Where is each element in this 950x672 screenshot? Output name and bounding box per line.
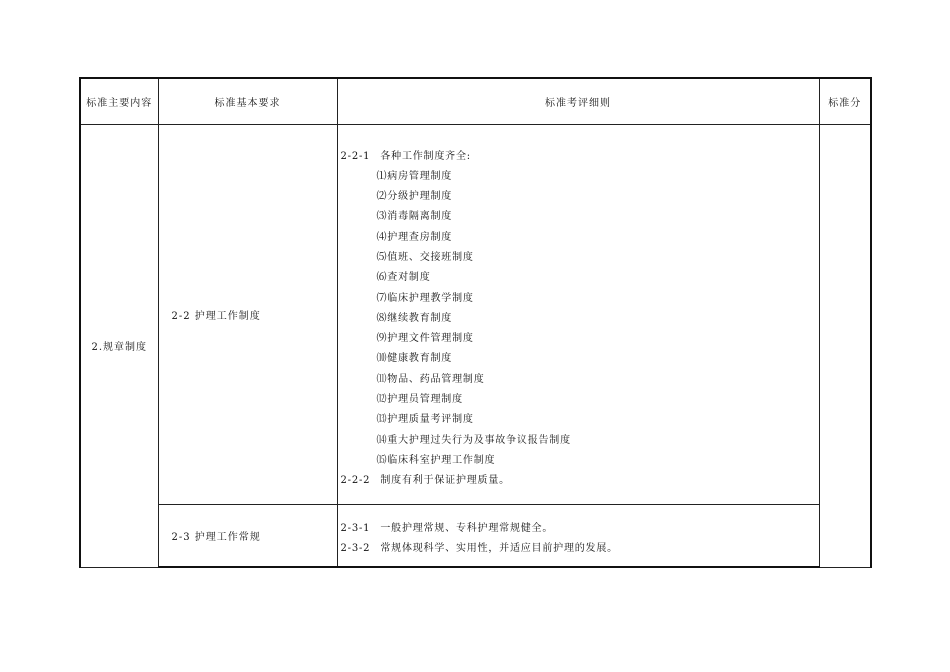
rule-code: 2-2-2 [340, 475, 371, 487]
detail-intro [341, 125, 819, 167]
list-item: ⑾物品、药品管理制度 [376, 373, 485, 385]
detail-line [341, 505, 819, 539]
list-item: ⑵分级护理制度 [376, 191, 453, 203]
table-header-row [80, 78, 871, 124]
rule-text: 制度有利于保证护理质量。 [380, 475, 510, 487]
detail-cell [337, 504, 819, 567]
list-item: ⒁重大护理过失行为及事故争议报告制度 [376, 434, 571, 446]
requirement-cell: 2-2 护理工作制度 [158, 124, 337, 504]
list-item: ⑴病房管理制度 [376, 170, 453, 182]
rule-code: 2-3-1 [340, 522, 371, 534]
header-evaluation-rules: 标准考评细则 [337, 78, 819, 124]
list-item: ⒂临床科室护理工作制度 [376, 454, 496, 466]
rule-text: 常规体现科学、实用性，并适应目前护理的发展。 [380, 542, 618, 554]
list-item: ⒀护理质量考评制度 [376, 414, 474, 426]
table-row [80, 124, 871, 504]
list-item: ⑷护理查房制度 [376, 231, 453, 243]
detail-cell [337, 124, 819, 504]
score-cell [819, 124, 871, 567]
list-item: ⑿护理员管理制度 [376, 394, 463, 406]
list-item: ⑹查对制度 [376, 272, 431, 284]
rule-text: 各种工作制度齐全: [380, 150, 471, 162]
list-item: ⑼护理文件管理制度 [376, 333, 474, 345]
evaluation-standards-table [79, 77, 872, 568]
rule-text: 一般护理常规、专科护理常规健全。 [380, 522, 554, 534]
rule-code: 2-3-2 [340, 542, 371, 554]
category-cell: 2.规章制度 [80, 124, 158, 567]
header-standard-score: 标准分 [819, 78, 871, 124]
requirement-cell: 2-3 护理工作常规 [158, 504, 337, 567]
table-row [80, 504, 871, 567]
header-basic-requirements: 标准基本要求 [158, 78, 337, 124]
list-item: ⑽健康教育制度 [376, 353, 453, 365]
list-item: ⑺临床护理教学制度 [376, 292, 474, 304]
detail-line [341, 539, 819, 559]
list-item: ⑶消毒隔离制度 [376, 211, 453, 223]
list-item: ⑸值班、交接班制度 [376, 251, 474, 263]
header-main-content: 标准主要内容 [80, 78, 158, 124]
rule-code: 2-2-1 [340, 150, 371, 162]
list-item: ⑻继续教育制度 [376, 312, 453, 324]
detail-outro [341, 471, 819, 491]
